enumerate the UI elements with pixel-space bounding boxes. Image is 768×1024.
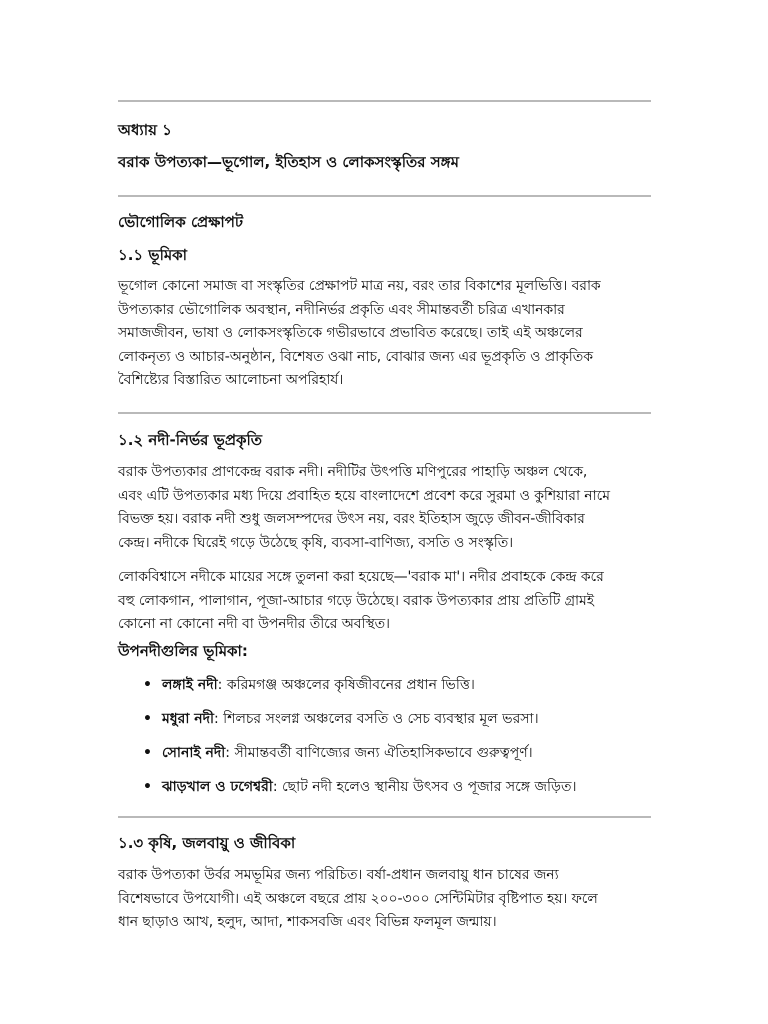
top-divider (118, 100, 651, 102)
subsection-1-3-heading: ১.৩ কৃষি, জলবায়ু ও জীবিকা (118, 834, 296, 852)
text-line: সমাজজীবন, ভাষা ও লোকসংস্কৃতিকে গভীরভাবে প্রভাবিত করেছে। তাই এই অঞ্চলের (118, 325, 583, 341)
subsection-1-2-para-2 (118, 566, 658, 637)
chapter-header (118, 120, 658, 140)
tributaries-list (118, 675, 658, 811)
tributary-desc: : শিলচর সংলগ্ন অঞ্চলের বসতি ও সেচ ব্যবস্থার মূল ভরসা। (213, 711, 539, 727)
subsection-1-2-heading-block (118, 430, 658, 450)
tributary-desc: : করিমগঞ্জ অঞ্চলের কৃষিজীবনের প্রধান ভিত্তি। (217, 677, 475, 693)
list-item-text (148, 677, 475, 693)
text-line: কেন্দ্র। নদীকে ঘিরেই গড়ে উঠেছে কৃষি, ব্যবসা-বাণিজ্য, বসতি ও সংস্কৃতি। (118, 534, 514, 551)
tributary-desc: : সীমান্তবর্তী বাণিজ্যের জন্য ঐতিহাসিকভাবে গুরুত্বপূর্ণ। (225, 745, 533, 761)
chapter-title: বরাক উপত্যকা—ভূগোল, ইতিহাস ও লোকসংস্কৃতির সঙ্গম (118, 153, 459, 171)
folk-belief-paragraph (118, 566, 658, 637)
intro-paragraph (118, 275, 658, 393)
list-item-text (148, 745, 533, 761)
subsection-1-3-heading-block (118, 833, 658, 853)
list-item-text (148, 779, 577, 795)
text-line: বৈশিষ্ট্যের বিস্তারিত আলোচনা অপরিহার্য। (118, 372, 344, 388)
text-line: বহু লোকগান, পালাগান, পূজা-আচার গড়ে উঠেছে। বরাক উপত্যকার প্রায় প্রতিটি গ্রামই (118, 592, 594, 609)
tributaries-heading: উপনদীগুলির ভূমিকা: (118, 642, 248, 660)
tributaries-heading-block (118, 641, 658, 661)
section-divider-1 (118, 412, 651, 414)
subsection-1-2-para-1 (118, 461, 658, 555)
text-line: এবং এটি উপত্যকার মধ্য দিয়ে প্রবাহিত হয়ে বাংলাদেশে প্রবেশ করে সুরমা ও কুশিয়ারা নামে (118, 487, 610, 504)
tributary-name: মধুরা নদী (162, 711, 214, 727)
section-heading-block (118, 212, 658, 232)
section-divider-2 (118, 816, 651, 818)
tributary-name: সোনাই নদী (162, 745, 226, 761)
list-item (118, 709, 658, 743)
bullet-icon: • (143, 779, 152, 795)
tributary-name: লঙ্গাই নদী (162, 677, 218, 693)
tributary-name: ঝাড়খাল ও ঢগেশ্বরী (162, 779, 273, 795)
chapter-title-block (118, 152, 658, 172)
list-item (118, 675, 658, 709)
list-item (118, 777, 658, 811)
river-paragraph (118, 461, 658, 555)
text-line: ধান ছাড়াও আখ, হলুদ, আদা, শাকসবজি এবং বিভিন্ন ফলমূল জন্মায়। (118, 914, 497, 930)
subsection-1-2-heading: ১.২ নদী-নির্ভর ভূপ্রকৃতি (118, 431, 263, 449)
text-line: উপত্যকার ভৌগোলিক অবস্থান, নদীনির্ভর প্রকৃতি এবং সীমান্তবর্তী চরিত্র এখানকার (118, 301, 565, 318)
text-line: বিভক্ত হয়। বরাক নদী শুধু জলসম্পদের উৎস নয়, বরং ইতিহাস জুড়ে জীবন-জীবিকার (118, 511, 585, 527)
text-line: বরাক উপত্যকার প্রাণকেন্দ্র বরাক নদী। নদীটির উৎপত্তি মণিপুরের পাহাড়ি অঞ্চল থেকে, (118, 464, 588, 480)
text-line: বিশেষভাবে উপযোগী। এই অঞ্চলে বছরে প্রায় ২০০-৩০০ সেন্টিমিটার বৃষ্টিপাত হয়। ফলে (118, 890, 598, 907)
list-item (118, 743, 658, 777)
agriculture-paragraph (118, 864, 658, 935)
subsection-1-1-heading-block (118, 245, 658, 265)
chapter-label: অধ্যায় ১ (118, 121, 172, 139)
text-line: লোকনৃত্য ও আচার-অনুষ্ঠান, বিশেষত ওঝা নাচ, বোঝার জন্য এর ভূপ্রকৃতি ও প্রাকৃতিক (118, 348, 593, 365)
section-heading: ভৌগোলিক প্রেক্ষাপট (118, 213, 244, 231)
text-line: লোকবিশ্বাসে নদীকে মায়ের সঙ্গে তুলনা করা হয়েছে—'বরাক মা'। নদীর প্রবাহকে কেন্দ্র করে (118, 569, 604, 585)
tributary-desc: : ছোট নদী হলেও স্থানীয় উৎসব ও পূজার সঙ্গে জড়িত। (272, 779, 577, 795)
bullet-icon: • (143, 745, 152, 761)
list-item-text (148, 711, 539, 727)
tributaries-list-block (118, 675, 658, 811)
subsection-1-3-body (118, 864, 658, 935)
text-line: কোনো না কোনো নদী বা উপনদীর তীরে অবস্থিত। (118, 616, 390, 632)
bullet-icon: • (143, 677, 152, 693)
subsection-1-1-heading: ১.১ ভূমিকা (118, 246, 188, 264)
chapter-divider (118, 195, 651, 197)
bullet-icon: • (143, 711, 152, 727)
subsection-1-1-body (118, 275, 658, 393)
text-line: বরাক উপত্যকা উর্বর সমভূমির জন্য পরিচিত। বর্ষা-প্রধান জলবায়ু ধান চাষের জন্য (118, 867, 559, 883)
text-line: ভূগোল কোনো সমাজ বা সংস্কৃতির প্রেক্ষাপট মাত্র নয়, বরং তার বিকাশের মূলভিত্তি। বরাক (118, 278, 601, 294)
